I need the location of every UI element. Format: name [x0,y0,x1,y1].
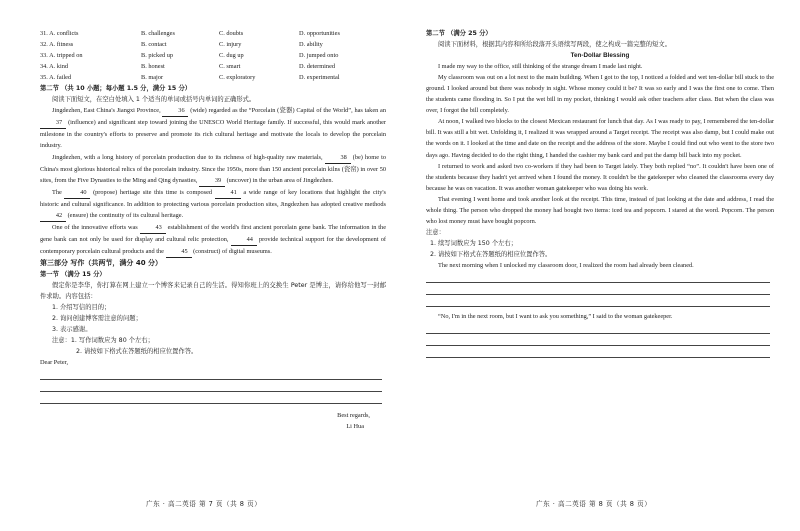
task-item: 1. 介绍写信的目的； [52,304,111,312]
blank-42[interactable]: 42 [40,210,66,222]
continuation-section-heading: 第二节 （满分 25 分） [426,30,492,37]
writing-line[interactable] [426,283,770,295]
format-note: 2. 请按如下格式在答题纸的相应位置作答。 [76,348,198,356]
blank-36[interactable]: 36 [162,105,188,117]
page-8-footer: 广东 · 高二英语 第 8 页（共 8 页） [536,500,652,508]
story-title: Ten-Dollar Blessing [570,52,630,60]
story-paragraph: That evening I went home and took another look at the receipt. This time, instead of just looking at the date and address, I read the whole thing. The person who dropped the money had bought two items: iced tea and popcorn. I stared at the word. Popcorn. The person who lost money must have bought popcorn. [426,195,774,225]
option-row: 34. A. kind B. honest C. smart D. determined [40,63,336,71]
passage-paragraph-4: One of the innovative efforts was 43 establishment of the world's first ancient porcelain gene bank. The information in the gene bank can not only be used for display and cultural relic protection, 44 provide technical support for the development of contemporary porcelain cultural products and the 45 (construct) of digital museums. [40,222,386,258]
section-2-instruction: 阅读下面短文，在空白处填入 1 个适当的单词或括号内单词的正确形式。 [52,96,256,104]
story-paragraph: My classroom was out on a lot next to the main building. When I got to the top, I noticed a folded and wet ten-dollar bill stuck to the ground. I looked around but there was nobody in sight. Whose money could it be? It was so early and I was the first one to come. Then the students came flooding in. So I put the wet bill in my pocket, thinking I would ask other teachers after class. But when the class was over, I forgot the bill completely. [426,74,774,115]
page-8-content [426,28,774,358]
passage-paragraph-2: Jingdezhen, with a long history of porcelain production due to its richness of high-quality raw materials, 38 (be) home to China's most glorious historical relics of the porcelain industry. Since the 1950s, more than 150 ancient porcelain kilns (瓷窑) in over 50 sites, from the Five Dynasties to the Ming and Qing dynasties, 39 (uncover) in the urban area of Jingdezhen. [40,152,386,187]
blank-38[interactable]: 38 [325,152,351,164]
writing-line[interactable] [40,380,382,392]
letter-closing: Best regards, [337,412,370,420]
blank-39[interactable]: 39 [199,175,225,187]
page-7-footer: 广东 · 高二英语 第 7 页（共 8 页） [146,500,262,508]
notes-label: 注意： [426,228,445,236]
blank-41[interactable]: 41 [215,187,241,199]
note-item: 1. 续写词数应为 150 个左右； [430,239,518,247]
story-paragraph: At noon, I walked two blocks to the closest Mexican restaurant for lunch that day. As I was ready to pay, I remembered the ten-dollar bill. It was still a bit wet. Unfolding it, I realized it was wrapped around a Target receipt. The receipt was also damp, but I could make out the words on it. I looked at the time and date on the receipt and the address of the store. Maybe I could find out who went to the store two days ago. Having decided to do the right thing, I handed the cashier my bank card and put the damp bill back into my pocket. [426,118,774,159]
task-item: 3. 表示感谢。 [52,326,92,334]
writing-line[interactable] [426,334,770,346]
option-row: 35. A. failed B. major C. exploratory D. experimental [40,74,340,82]
blank-45[interactable]: 45 [166,246,192,258]
paragraph-starter-1: The next morning when I unlocked my classroom door, I realized the room had already been cleaned. [438,261,694,269]
note-item: 2. 请按如下格式在答题纸的相应位置作答。 [430,250,552,258]
story-paragraph: I returned to work and asked two co-workers if they had been to Target lately. They both replied “no”. It couldn't have been one of the students because they hadn't yet arrived when I found the money. It couldn't be the gatekeeper who cleaned the classrooms every day because he was on vacation. It was another woman gatekeeper who was doing his work. [426,162,774,192]
passage-paragraph-3: The 40 (propose) heritage site this time is composed 41 a wide range of key locations that highlight the city's historic and cultural significance. In addition to protecting various porcelain production sites, Jingdezhen has adopted creative methods 42 (ensure) the continuity of its cultural heritage. [40,187,386,222]
paragraph-starter-2: “No, I'm in the next room, but I want to ask you something,” I said to the woman gatekeeper. [438,313,673,321]
passage-paragraph-1: Jingdezhen, East China's Jiangxi Province, 36 (wide) regarded as the “Porcelain (瓷器) Capital of the World”, has taken an 37 (influence) and significant step toward joining the UNESCO World Heritage family. If successful, this would mark another milestone in the country's efforts to preserve and promote its rich cultural heritage and motivate the locals to develop the porcelain industry. [40,107,387,150]
continuation-instruction: 阅读下面材料，根据其内容和所给段落开头语续写两段，使之构成一篇完整的短文。 [438,41,671,49]
blank-44[interactable]: 44 [231,234,257,246]
letter-salutation: Dear Peter, [40,359,69,367]
story-paragraph: I made my way to the office, still thinking of the strange dream I made last night. [438,63,643,71]
writing-line[interactable] [426,322,770,334]
option-row: 31. A. conflicts B. challenges C. doubts D. opportunities [40,30,340,37]
option-row: 32. A. fitness B. contact C. injury D. ability [40,41,323,49]
options-table [40,28,386,83]
writing-task-prompt: 假定你是李华，你打算在网上建立一个博客来记录自己的生活。得知你班上的交换生 Peter 是博主，请你给他写一封邮件求助。内容包括： [40,282,386,301]
page-7-content [40,28,386,433]
writing-line[interactable] [426,295,770,307]
writing-line[interactable] [40,392,382,404]
option-row: 33. A. tripped on B. picked up C. dug up D. jumped onto [40,52,339,60]
blank-40[interactable]: 40 [64,187,90,199]
part-3-heading: 第三部分 写作（共两节，满分 40 分） [40,258,163,267]
task-item: 2. 询问创建博客需注意的问题； [52,315,142,323]
writing-line[interactable] [40,368,382,380]
writing-line[interactable] [426,271,770,283]
word-count-note: 注意：1. 写作词数应为 80 个左右； [52,337,154,345]
section-2-heading: 第二节 （共 10 小题；每小题 1.5 分，满分 15 分） [40,85,192,93]
letter-signature: Li Hua [346,423,364,431]
writing-line[interactable] [426,346,770,358]
blank-37[interactable]: 37 [40,117,66,129]
writing-section-1-heading: 第一节 （满分 15 分） [40,270,106,278]
blank-43[interactable]: 43 [140,222,166,234]
